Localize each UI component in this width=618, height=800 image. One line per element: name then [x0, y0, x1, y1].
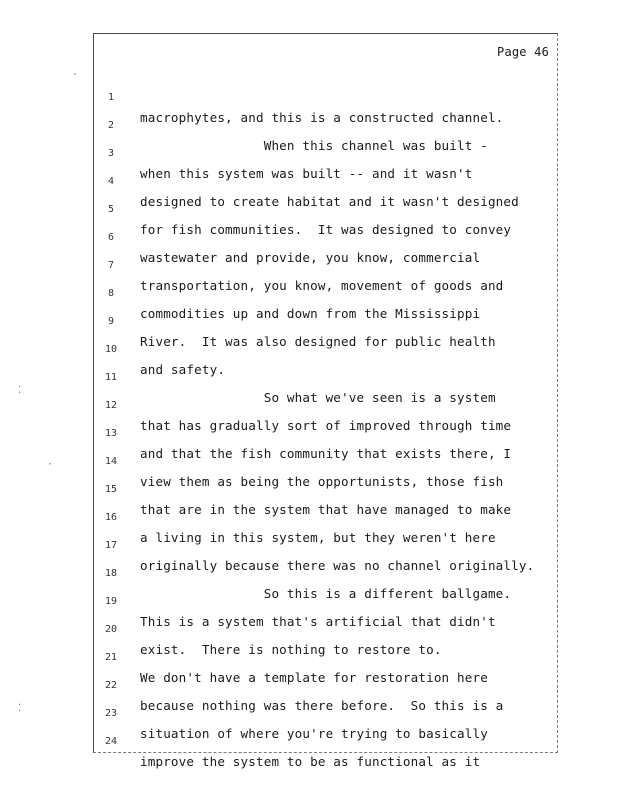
- line-number: 15: [104, 484, 118, 495]
- line-number: 12: [104, 400, 118, 411]
- line-text: wastewater and provide, you know, commercial: [140, 250, 481, 265]
- line-text: that has gradually sort of improved through time: [140, 418, 512, 433]
- line-number: 14: [104, 456, 118, 467]
- line-number: 5: [107, 204, 115, 215]
- line-number: 6: [107, 232, 115, 243]
- line-number: 4: [107, 176, 115, 187]
- line-number: 3: [107, 148, 115, 159]
- line-number: 8: [107, 288, 115, 299]
- line-number: 10: [104, 344, 118, 355]
- line-text: that are in the system that have managed to make: [140, 502, 512, 517]
- line-text: view them as being the opportunists, those fish: [140, 474, 504, 489]
- line-number: 22: [104, 680, 118, 691]
- line-text: We don't have a template for restoration here: [140, 670, 488, 685]
- line-number: 7: [107, 260, 115, 271]
- line-text: So this is a different ballgame.: [140, 586, 512, 601]
- line-text: macrophytes, and this is a constructed channel.: [140, 110, 504, 125]
- line-text: originally because there was no channel originally.: [140, 558, 535, 573]
- line-text: and that the fish community that exists there, I: [140, 446, 512, 461]
- line-text: exist. There is nothing to restore to.: [140, 642, 442, 657]
- line-text: River. It was also designed for public health: [140, 334, 496, 349]
- line-text: for fish communities. It was designed to convey: [140, 222, 512, 237]
- line-text: commodities up and down from the Mississippi: [140, 306, 481, 321]
- line-number: 23: [104, 708, 118, 719]
- line-number: 21: [104, 652, 118, 663]
- scan-speck: ·: [72, 69, 79, 80]
- line-text: situation of where you're trying to basically: [140, 726, 488, 741]
- line-number: 19: [104, 596, 118, 607]
- line-text: when this system was built -- and it wasn't: [140, 166, 473, 181]
- line-number: 24: [104, 736, 118, 747]
- line-number: 18: [104, 568, 118, 579]
- scan-speck: ·: [47, 459, 54, 470]
- transcript-line: [94, 68, 559, 125]
- line-number: 17: [104, 540, 118, 551]
- line-number: 20: [104, 624, 118, 635]
- line-text: designed to create habitat and it wasn't designed: [140, 194, 519, 209]
- line-number: 9: [107, 316, 115, 327]
- scan-speck: ⁚: [18, 703, 22, 714]
- line-text: transportation, you know, movement of goods and: [140, 278, 504, 293]
- line-text: a living in this system, but they weren't here: [140, 530, 496, 545]
- page-number: Page 46: [497, 45, 549, 59]
- scan-speck: ⁚: [18, 385, 22, 396]
- line-text: This is a system that's artificial that didn't: [140, 614, 496, 629]
- line-number: 1: [107, 92, 115, 103]
- line-number: 13: [104, 428, 118, 439]
- line-text: improve the system to be as functional as it: [140, 754, 481, 769]
- line-text: and safety.: [140, 362, 226, 377]
- line-text: So what we've seen is a system: [140, 390, 496, 405]
- line-number: 11: [104, 372, 118, 383]
- line-text: because nothing was there before. So this is a: [140, 698, 504, 713]
- line-number: 2: [107, 120, 115, 131]
- transcript-page: [93, 33, 558, 769]
- line-text: When this channel was built -: [140, 138, 488, 153]
- line-number: 16: [104, 512, 118, 523]
